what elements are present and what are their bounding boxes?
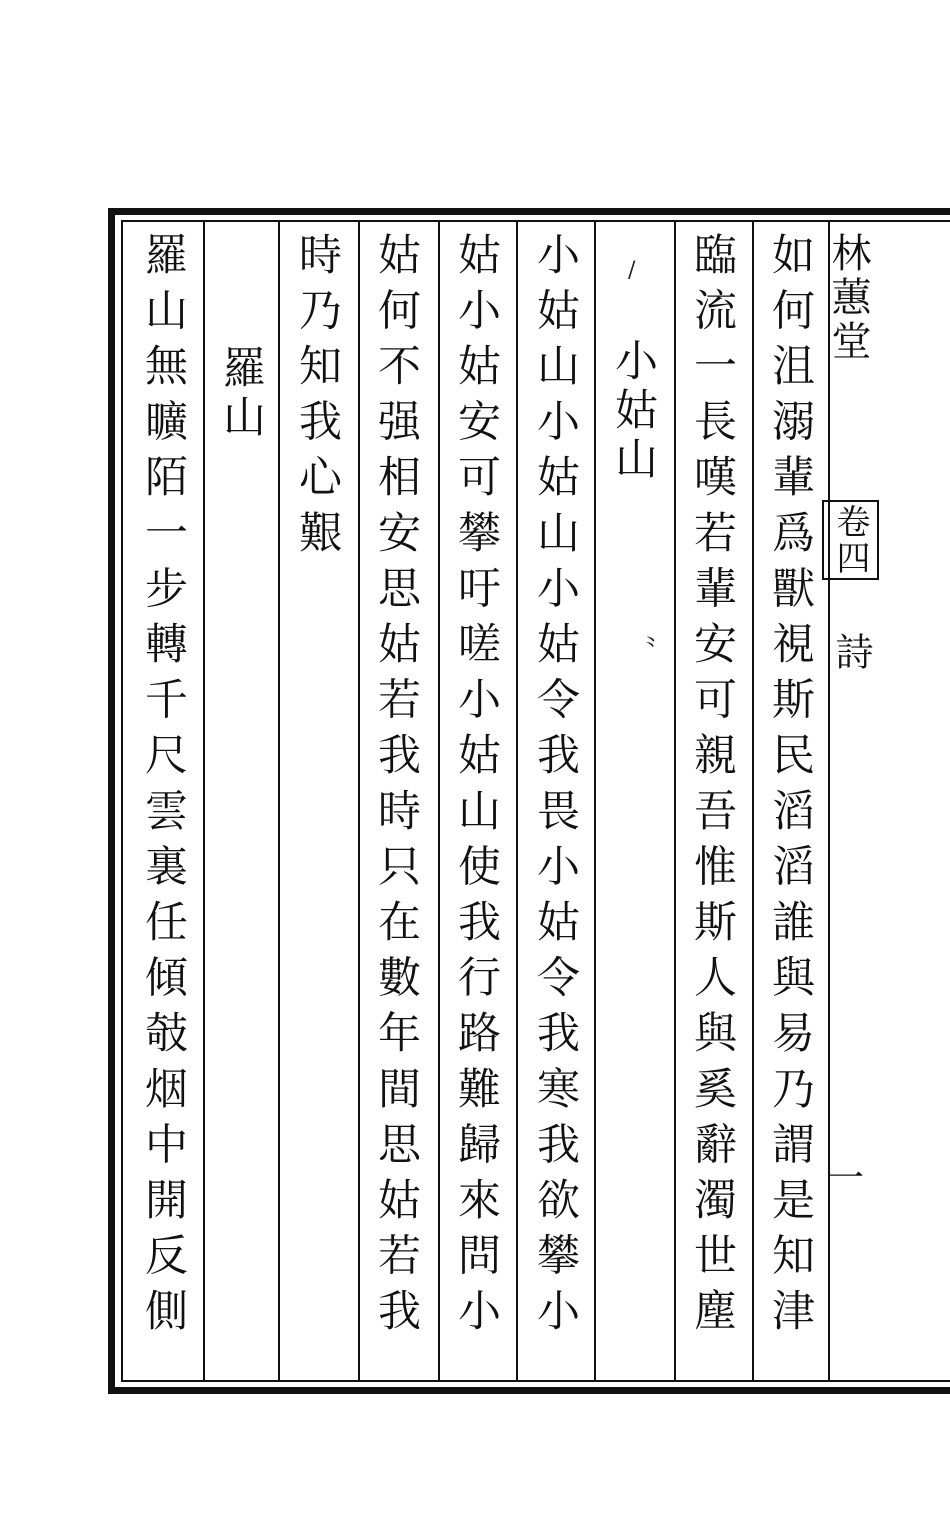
column-rule: [752, 222, 754, 1380]
text-column-9: 羅山無曠陌一步轉千尺雲裏任傾攲烟中開反側: [138, 232, 188, 1344]
margin-leaf: 詩: [829, 632, 873, 670]
text-column-6: 姑何不强相安思姑若我時只在數年間思姑若我: [371, 232, 421, 1344]
column-rule: [358, 222, 360, 1380]
annotation-mark: /: [628, 258, 636, 283]
text-column-5: 姑小姑安可攀吁嗟小姑山使我行路難歸來問小: [451, 232, 501, 1344]
text-column-4: 小姑山小姑山小姑令我畏小姑令我寒我欲攀小: [530, 232, 580, 1344]
column-rule: [203, 222, 205, 1380]
margin-page-number: 一: [828, 1158, 865, 1199]
column-rule: [278, 222, 280, 1380]
text-column-2: 臨流一長嘆若輩安可親吾惟斯人與奚辭濁世塵: [687, 232, 737, 1344]
column-rule: [594, 222, 596, 1380]
poem-title-luoshan: 羅山: [216, 345, 266, 443]
text-column-1: 如何沮溺輩爲獸視斯民滔滔誰與易乃謂是知津: [765, 232, 815, 1344]
margin-title: 林蕙堂: [825, 232, 871, 364]
poem-title-xiaogushan: 小姑山: [608, 338, 658, 485]
column-rule: [828, 222, 830, 1380]
column-rule: [674, 222, 676, 1380]
text-column-7: 時乃知我心艱: [292, 232, 342, 566]
column-rule: [438, 222, 440, 1380]
column-rule: [516, 222, 518, 1380]
annotation-mark: ⺀: [640, 635, 663, 660]
margin-section: 卷四: [822, 500, 879, 580]
